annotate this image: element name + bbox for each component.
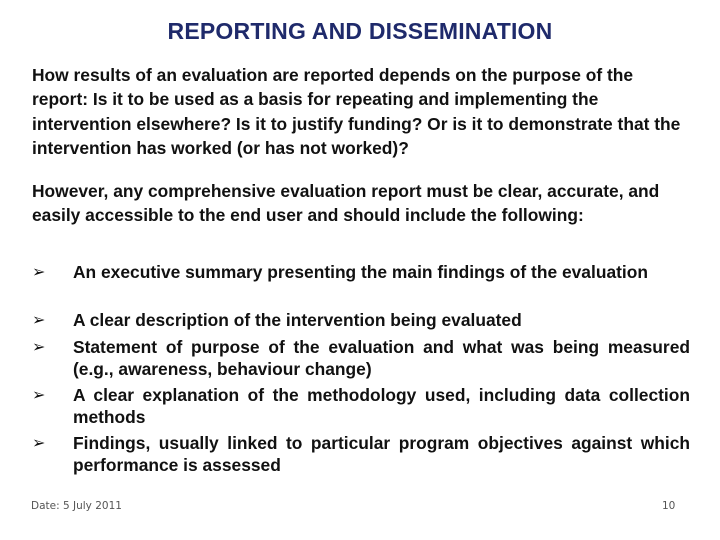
arrow-bullet-icon: ➢ [32,435,46,452]
list-item [32,337,690,380]
arrow-bullet-icon: ➢ [32,387,46,404]
list-item [32,310,690,332]
page-number: 10 [662,500,676,512]
list-item-text: Statement of purpose of the evaluation and what was being measured (e.g., awareness, behaviour change) [73,337,690,379]
list-item-text: Findings, usually linked to particular program objectives against which performance is assessed [73,433,690,475]
arrow-bullet-icon: ➢ [32,339,46,356]
list-item-text: An executive summary presenting the main findings of the evaluation [73,262,648,282]
list-item [32,262,690,284]
slide-title: REPORTING AND DISSEMINATION [167,18,553,44]
list-item [32,433,690,476]
intro-paragraph: How results of an evaluation are reported depends on the purpose of the report: Is it to be used as a basis for repeating and implementing the intervention elsewhere? Is it to justify funding? Or is it to demonstrate that the intervention has worked (or has not worked)? [32,65,681,158]
list-item-text: A clear explanation of the methodology used, including data collection methods [73,385,690,427]
list-item-text: A clear description of the intervention being evaluated [73,310,522,330]
requirements-paragraph: However, any comprehensive evaluation report must be clear, accurate, and easily accessible to the end user and should include the following: [32,181,660,226]
arrow-bullet-icon: ➢ [32,264,46,281]
list-item [32,385,690,428]
footer-date: Date: 5 July 2011 [31,500,122,512]
arrow-bullet-icon: ➢ [32,312,46,329]
